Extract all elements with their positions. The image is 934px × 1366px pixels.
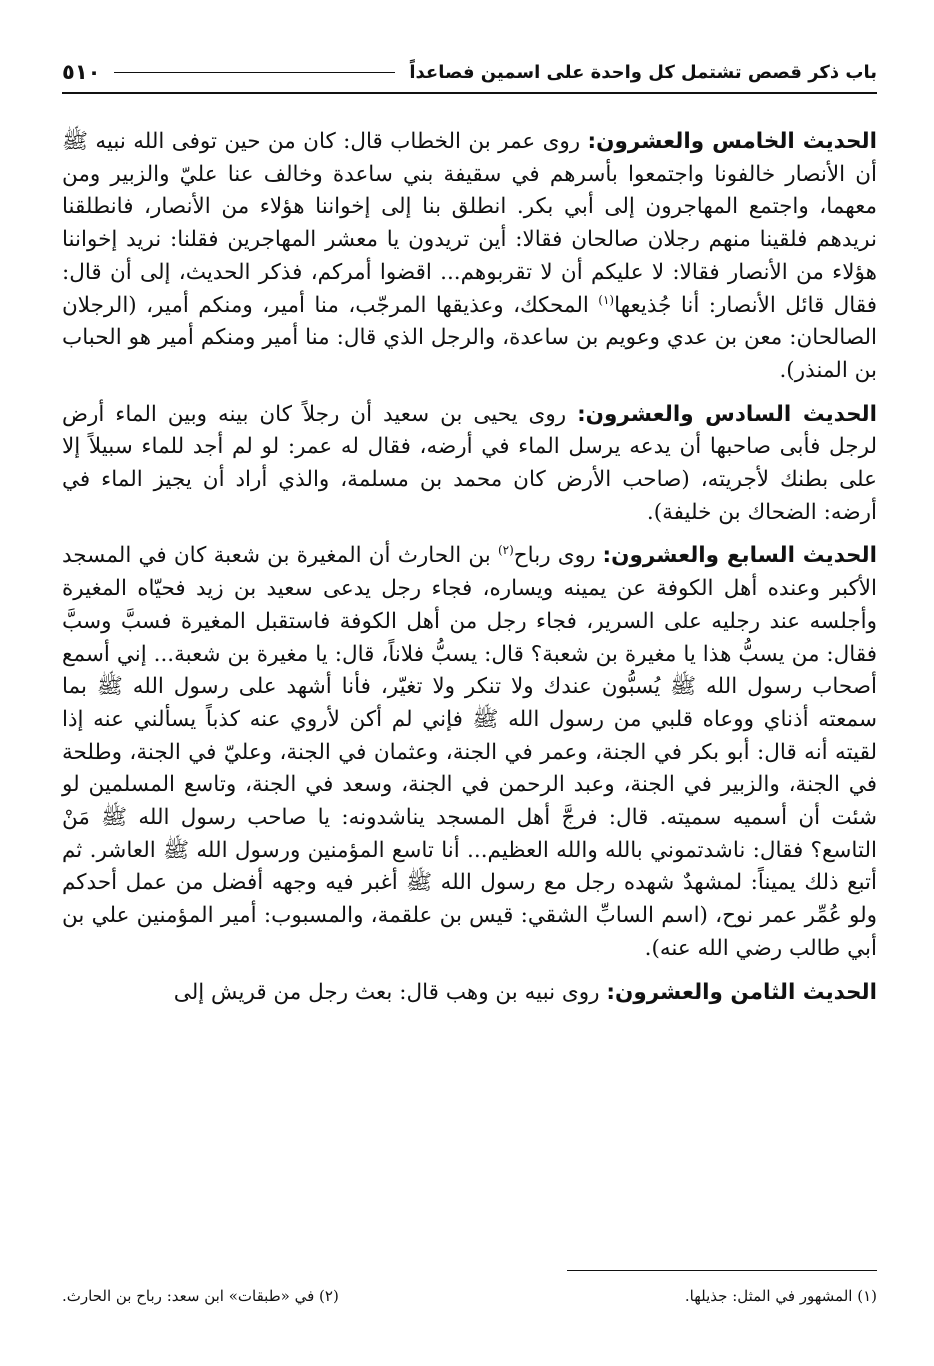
footnote-ref: (٢) [497, 543, 514, 558]
hadith-text: روى رباح [513, 543, 603, 569]
hadith-text: المحكك، وعذيقها المرجّب، منا أمير، ومنكم أمير، (الرجلان الصالحان: معن بن عدي وعويم بن ساعدة، والرجل الذي قال: منا أمير ومنكم أمير هو الحباب بن المنذر). [62, 292, 877, 383]
hadith-text: روى نبيه بن وهب قال: بعث رجل من قريش إلى [173, 979, 607, 1005]
hadith-heading: الحديث السادس والعشرون: [577, 401, 878, 427]
hadith-heading: الحديث السابع والعشرون: [602, 543, 877, 569]
page-body [62, 126, 877, 1009]
hadith-paragraph [62, 977, 877, 1010]
footnotes [62, 1284, 877, 1308]
footnote-item: (١) المشهور في المثل: جذيلها. [684, 1287, 877, 1305]
document-page [62, 52, 877, 1342]
hadith-paragraph [62, 399, 877, 530]
header-rule [114, 72, 395, 73]
hadith-paragraph [62, 540, 877, 965]
hadith-text: روى يحيى بن سعيد أن رجلاً كان بينه وبين الماء أرض لرجل فأبى صاحبها أن يدعه يرسل الماء في أرضه، فقال له عمر: لو لم أجد للماء سبيلاً إلا على بطنك لأجريته، (صاحب الأرض كان محمد بن مسلمة، والذي أراد أن يجيز الماء في أرضه: الضحاك بن خليفة). [62, 401, 877, 525]
running-title: باب ذكر قصص تشتمل كل واحدة على اسمين فصاعداً [409, 61, 877, 83]
footnote-item: (٢) في «طبقات» ابن سعد: رباح بن الحارث. [62, 1287, 339, 1305]
hadith-paragraph [62, 126, 877, 388]
footnote-separator [567, 1270, 877, 1271]
hadith-text: بن الحارث أن المغيرة بن شعبة كان في المسجد الأكبر وعنده أهل الكوفة عن يمينه ويساره، فجاء رجل يدعى سعيد بن زيد فحيّاه المغيرة وأجلسه عند رجليه على السرير، فجاء رجل من أهل الكوفة فاستقبل المغيرة فسبَّ وسبَّ فقال: من يسبُّ هذا يا مغيرة بن شعبة؟ قال: يسبُّ فلاناً، قال: يا مغيرة بن شعبة... إني أسمع أصحاب رسول الله ﷺ يُسبُّون عندك ولا تنكر ولا تغيّر، فأنا أشهد على رسول الله ﷺ بما سمعته أذناي ووعاه قلبي من رسول الله ﷺ فإني لم أكن لأروي عنه كذباً يسألني عنه إذا لقيته أنه قال: أبو بكر في الجنة، وعمر في الجنة، وعثمان في الجنة، وعليّ في الجنة، وطلحة في الجنة، والزبير في الجنة، وعبد الرحمن في الجنة، وسعد في الجنة، وتاسع المسلمين لو شئت أن أسميه سميته. قال: فرجَّ أهل المسجد يناشدونه: يا صاحب رسول الله ﷺ مَنْ التاسع؟ فقال: ناشدتموني بالله والله العظيم... أنا تاسع المؤمنين ورسول الله ﷺ العاشر. ثم أتبع ذلك يميناً: لمشهدٌ شهده رجل مع رسول الله ﷺ أغبر فيه وجهه أفضل من عمل أحدكم ولو عُمِّر عمر نوح، (اسم السابِّ الشقي: قيس بن علقمة، والمسبوب: أمير المؤمنين علي بن أبي طالب رضي الله عنه). [62, 543, 877, 961]
hadith-heading: الحديث الثامن والعشرون: [606, 979, 877, 1005]
hadith-heading: الحديث الخامس والعشرون: [587, 129, 877, 154]
footnote-ref: (١) [598, 292, 615, 307]
page-number: ٥١٠ [62, 60, 101, 84]
page-header [62, 52, 877, 94]
hadith-text: روى عمر بن الخطاب قال: كان من حين توفى الله نبيه ﷺ أن الأنصار خالفونا واجتمعوا بأسرهم في سقيفة بني ساعدة وخالف عنا عليّ والزبير ومن معهما، واجتمع المهاجرون إلى أبي بكر. انطلق بنا إلى إخواننا هؤلاء من الأنصار، فانطلقنا نريدهم فلقينا منهم رجلان صالحان فقالا: أين تريدون يا معشر المهاجرين فقلنا: نريد إخواننا هؤلاء من الأنصار فقالا: لا عليكم أن لا تقربوهم... اقضوا أمركم، فذكر الحديث، إلى أن قال: فقال قائل الأنصار: أنا جُذيعها [62, 129, 878, 318]
